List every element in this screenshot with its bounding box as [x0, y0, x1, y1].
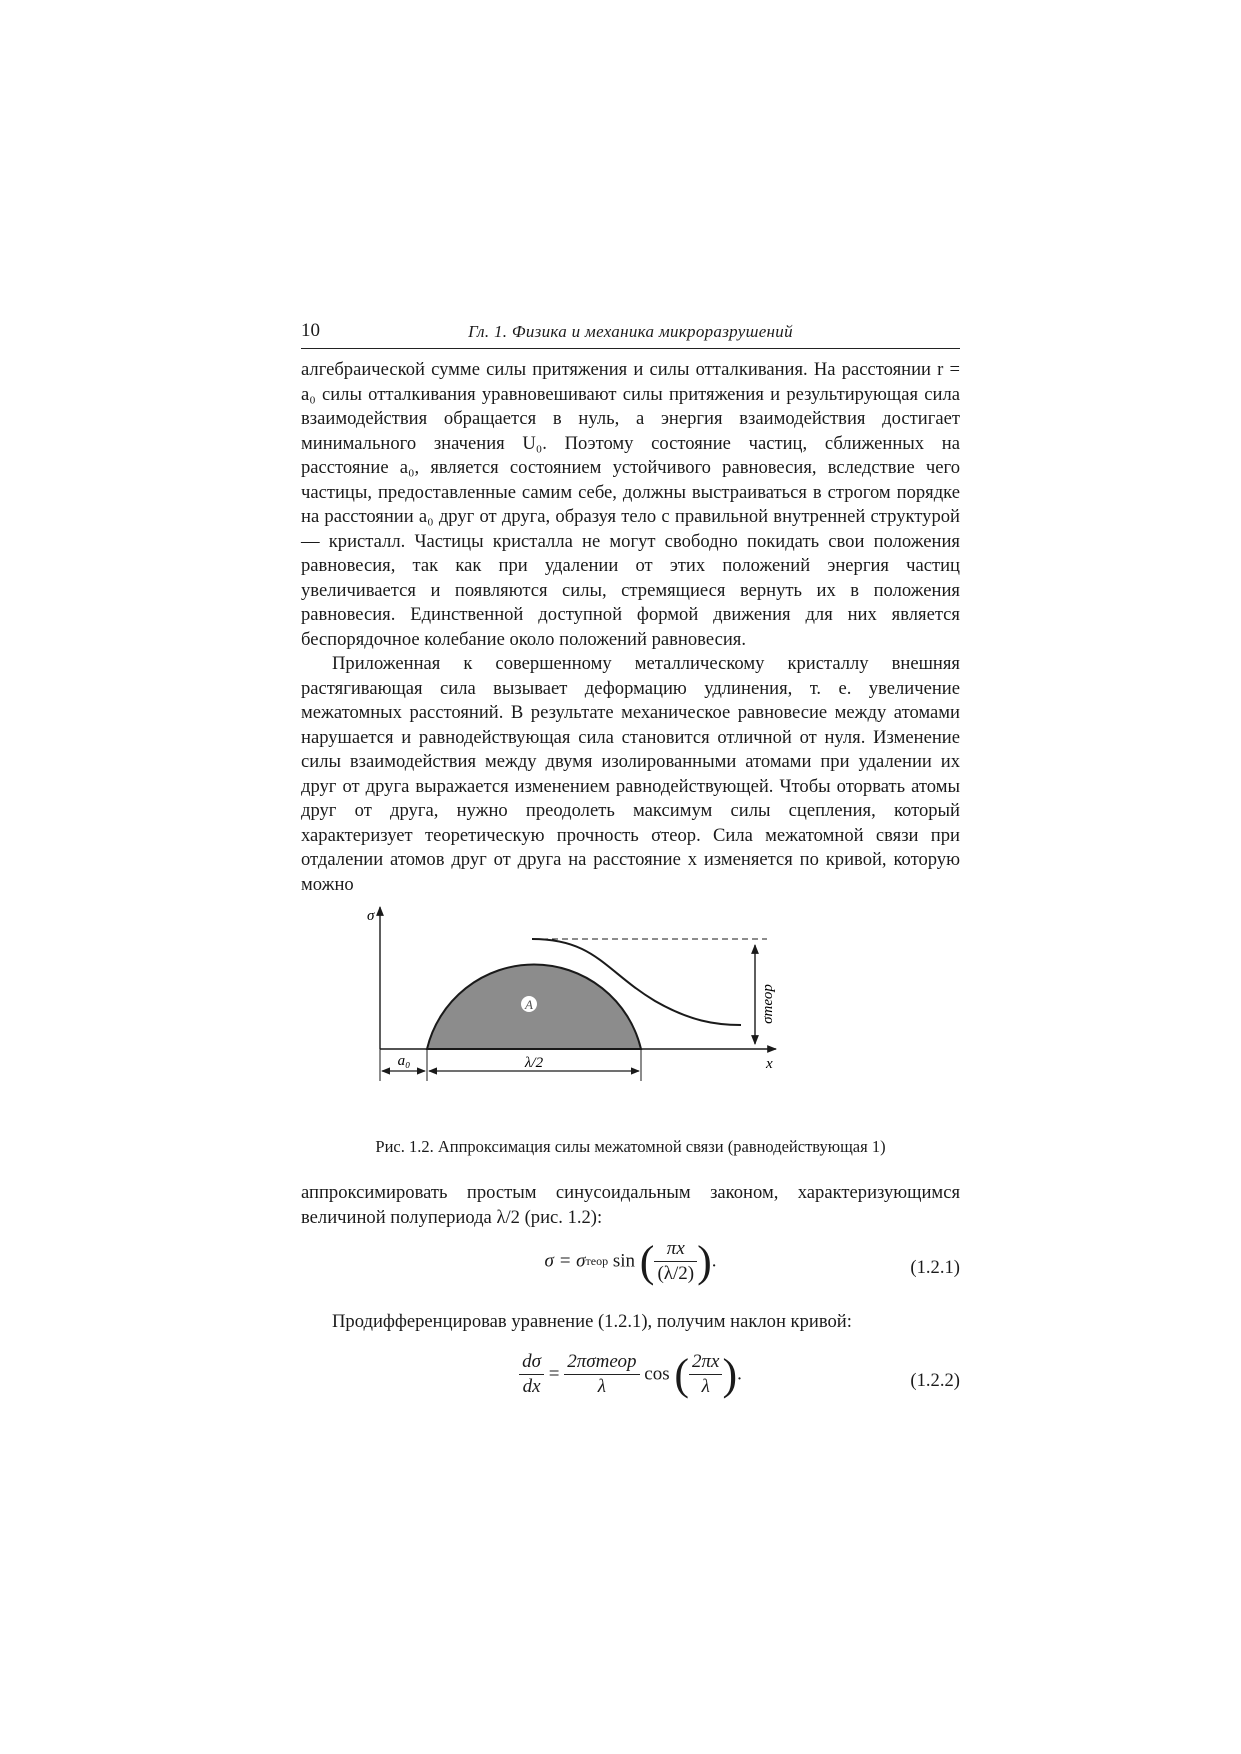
equation-1-2-1 — [301, 1236, 960, 1302]
eq1-lhs: σ = σ — [544, 1250, 586, 1272]
eq2-fraction — [689, 1350, 722, 1399]
eq2-coef-denominator: λ — [597, 1375, 606, 1397]
area-label: A — [525, 997, 533, 1012]
eq1-fraction — [654, 1237, 697, 1286]
a0-label: a₀ — [397, 1053, 411, 1069]
paragraph-2: Приложенная к совершенному металлическому кристаллу внешняя растягивающая сила вызывает деформацию удлинения, т. е. увеличение межатомных расстояний. В результате механическое равновесие между атомами нарушается и равнодействующая сила становится отличной от нуля. Изменение силы взаимодействия между двумя изолированными атомами при удалении их друг от друга выражается изменением равнодействующей. Чтобы оторвать атомы друг от друга, нужно преодолеть максимум силы сцепления, который характеризует теоретическую прочность σтеор. Сила межатомной связи при отдалении атомов друг от друга на расстояние x изменяется по кривой, которую можно — [301, 653, 960, 895]
eq1-function: sin — [612, 1250, 636, 1272]
equation-number-1: (1.2.1) — [910, 1257, 960, 1278]
figure-1-2 — [301, 901, 960, 1137]
eq1-denominator: (λ/2) — [657, 1263, 695, 1284]
figure-caption: Рис. 1.2. Аппроксимация силы межатомной связи (равнодействующая 1) — [375, 1137, 886, 1156]
eq1-right-paren: ) — [697, 1237, 712, 1286]
eq2-coefficient — [564, 1350, 639, 1399]
running-head — [301, 318, 960, 349]
book-page — [301, 318, 960, 1415]
x-axis-label: x — [766, 1056, 773, 1072]
paragraph-1: алгебраической сумме силы притяжения и силы отталкивания. На расстоянии r = a₀ силы отталкивания уравновешивают силы притяжения и результирующая сила взаимодействия обращается в нуль, а энергия взаимодействия достигает минимального значения U₀. Поэтому состояние частиц, сближенных на расстояние a₀, является состоянием устойчивого равновесия, вследствие чего частицы, предоставленные самим себе, должны выстраиваться в строгом порядке на расстоянии a₀ друг от друга, образуя тело с правильной внутренней структурой — кристалл. Частицы кристалла не могут свободно покидать свои положения равновесия, так как при удалении от этих положений энергия частиц увеличивается и появляются силы, стремящиеся вернуть их в положения равновесия. Единственной доступной формой движения для них является беспорядочное колебание около положений равновесия. — [301, 359, 960, 650]
eq2-tail: . — [737, 1363, 742, 1384]
eq2-function: cos — [644, 1363, 670, 1384]
equation-number-2: (1.2.2) — [910, 1369, 960, 1391]
eq1-subscript: теор — [585, 1254, 609, 1268]
force-approximation-diagram — [367, 901, 880, 1133]
eq2-right-paren: ) — [722, 1349, 738, 1399]
eq2-lhs-denominator: dx — [522, 1375, 541, 1397]
y-axis-label: σ — [367, 908, 375, 924]
eq2-left-paren: ( — [674, 1349, 689, 1399]
strength-label: σтеор — [760, 984, 776, 1024]
eq2-derivative — [519, 1350, 544, 1399]
eq2-coef-numerator: 2πσтеор — [564, 1350, 639, 1375]
eq2-lhs-numerator: dσ — [519, 1350, 544, 1375]
paragraph-4: Продифференцировав уравнение (1.2.1), получим наклон кривой: — [332, 1311, 852, 1332]
paragraph-3: аппроксимировать простым синусоидальным законом, характеризующимся величиной полупериода λ/2 (рис. 1.2): — [301, 1182, 960, 1228]
eq2-numerator: 2πx — [689, 1350, 722, 1375]
half-period-label: λ/2 — [524, 1055, 544, 1071]
equation-body-2 — [301, 1349, 960, 1400]
chapter-title: Гл. 1. Физика и механика микроразрушений — [468, 322, 793, 341]
eq1-left-paren: ( — [639, 1237, 655, 1286]
eq2-denominator: λ — [701, 1375, 710, 1397]
page-number: 10 — [301, 320, 320, 341]
eq1-numerator: πx — [654, 1237, 697, 1262]
equation-body — [301, 1236, 960, 1287]
equation-1-2-2 — [301, 1349, 960, 1415]
eq2-equals: = — [548, 1363, 560, 1384]
eq1-tail: . — [711, 1250, 717, 1272]
